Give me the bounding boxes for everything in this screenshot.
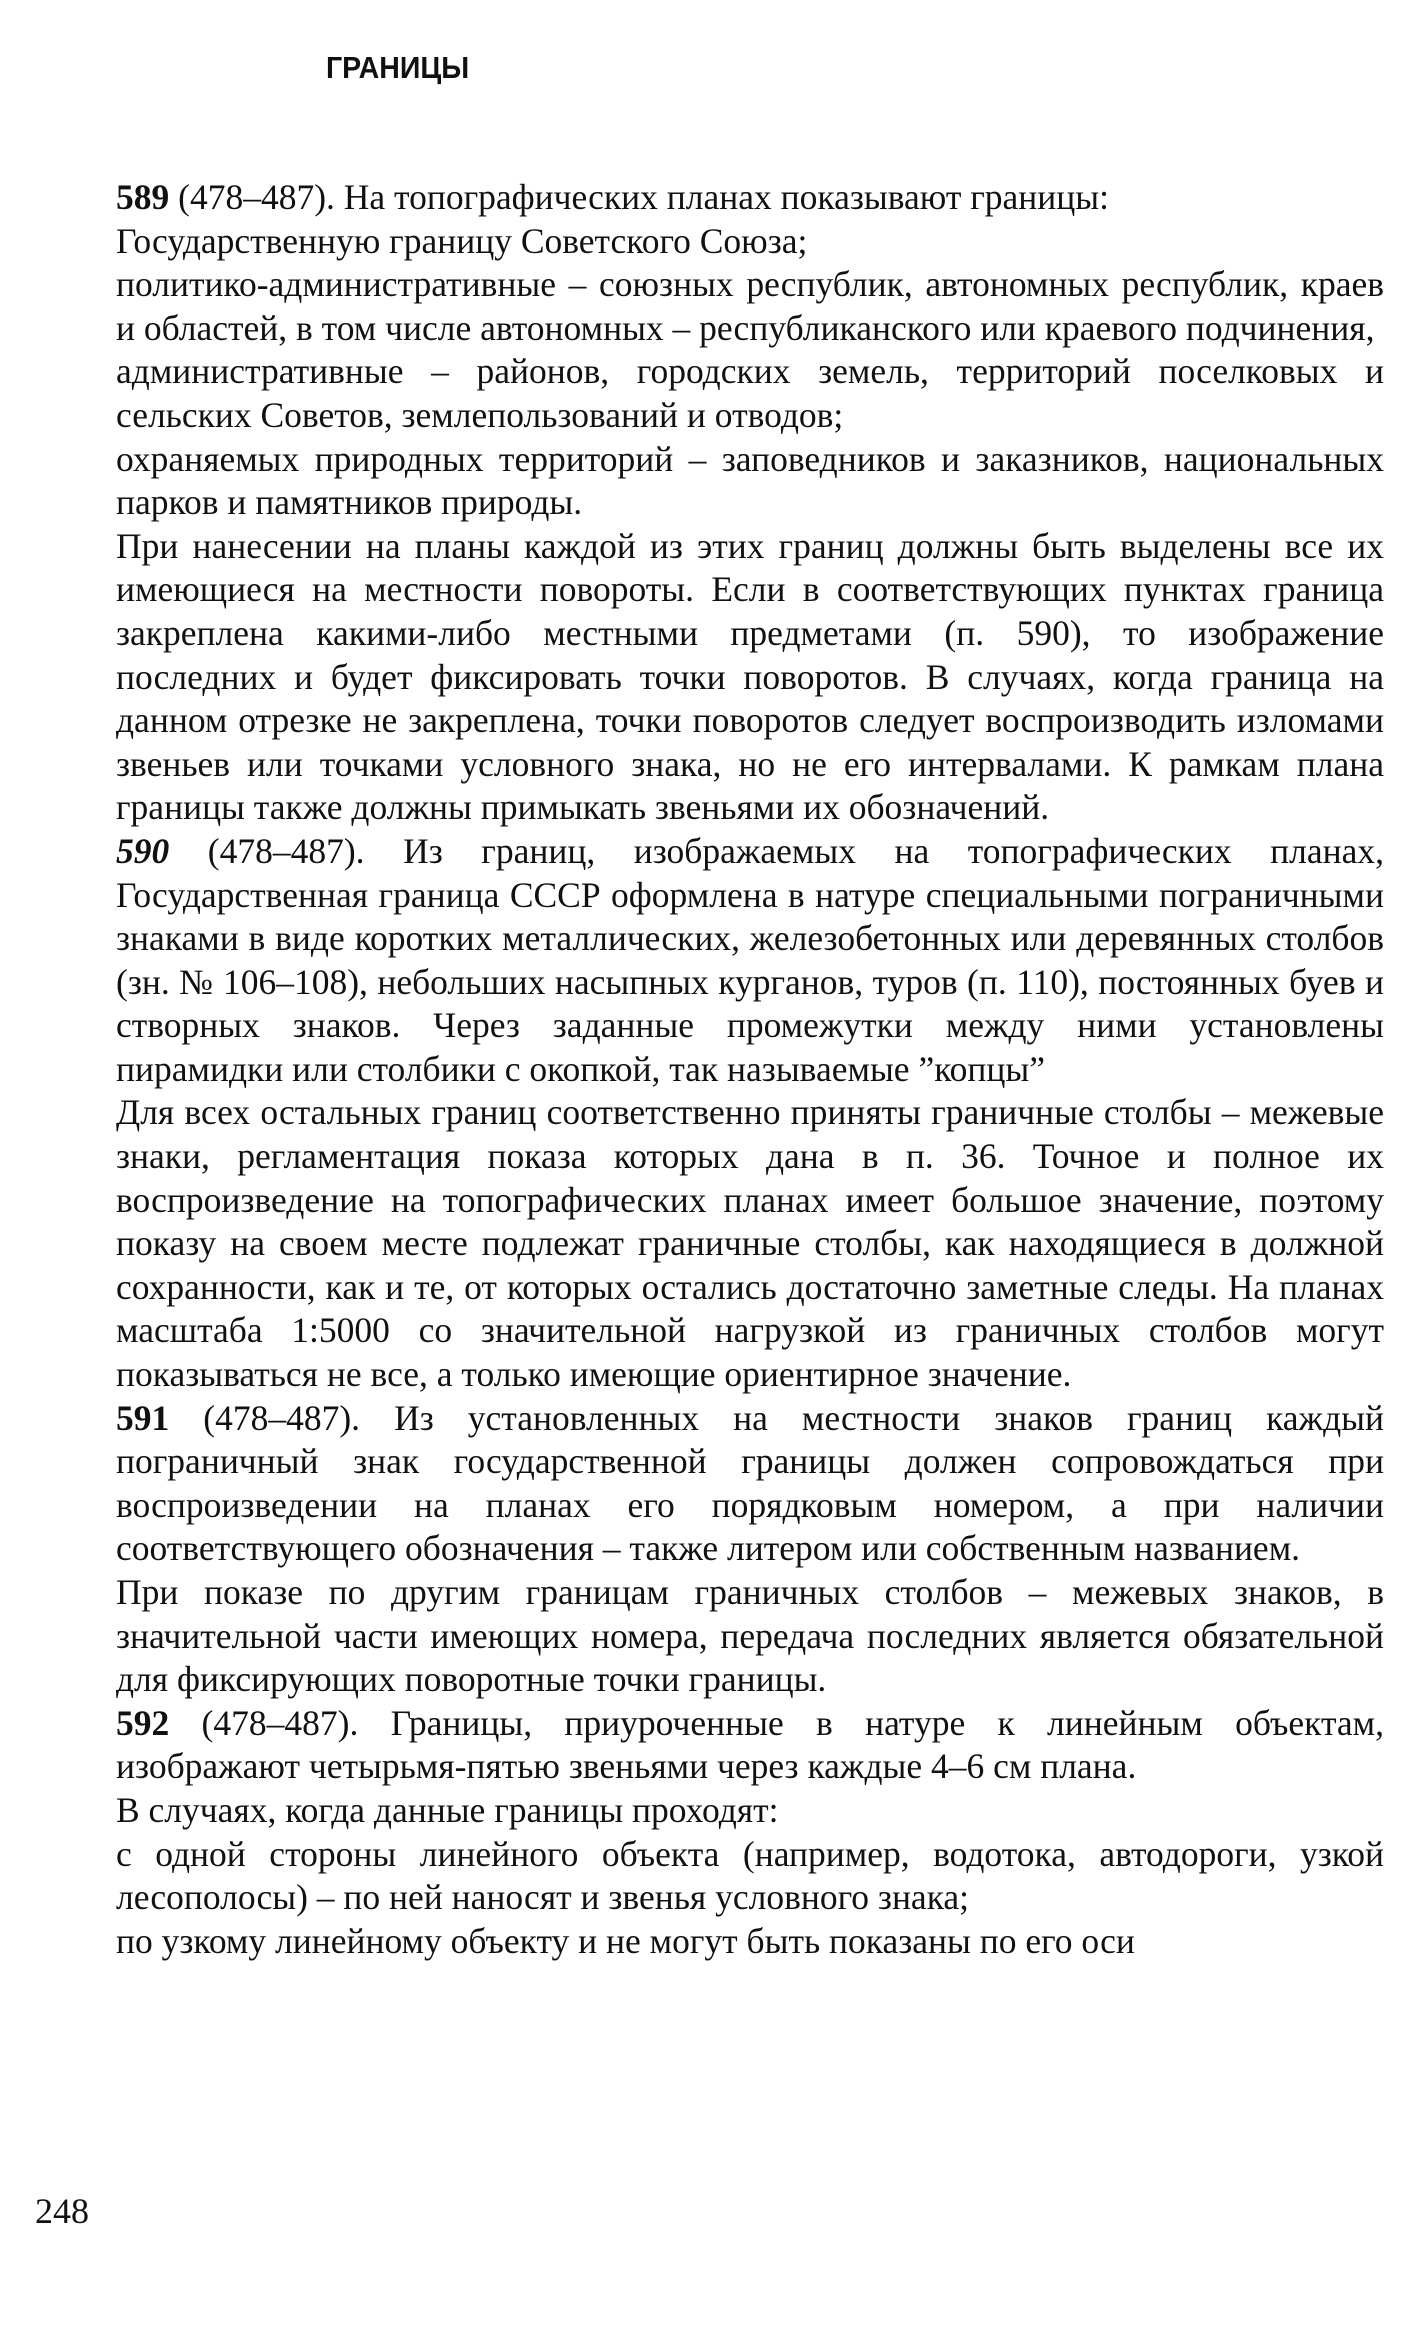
paragraph-text: Государственную границу Советского Союза; [116, 220, 808, 261]
paragraph [116, 1091, 1384, 1396]
paragraph-text: с одной стороны линейного объекта (например, водотока, автодороги, узкой лесополосы) – по ней наносят и звенья условного знака; [116, 1833, 1384, 1918]
paragraph-text: административные – районов, городских земель, территорий поселковых и сельских Советов, землепользований и отводов; [116, 351, 1384, 435]
running-header: ГРАНИЦЫ [326, 50, 470, 85]
paragraph [116, 1397, 1384, 1571]
section-number: 592 [116, 1702, 170, 1743]
paragraph-text: (478–487). Из границ, изображаемых на топографических планах, Государственная граница СССР оформлена в натуре специальными пограничными знаками в виде коротких металлических, железобетонных или деревянных столбов (зн. № 106–108), небольших насыпных курганов, туров (п. 110), постоянных буев и створных знаков. Через заданные промежутки между ними установлены пирамидки или столбики с окопкой, так называемые ”копцы” [116, 830, 1384, 1089]
paragraph [116, 1702, 1384, 1789]
paragraph-text: по узкому линейному объекту и не могут быть показаны по его оси [116, 1920, 1135, 1961]
paragraph [116, 1789, 1384, 1833]
paragraph-text: политико-административные – союзных республик, автономных республик, краев и областей, в том числе автономных – республиканского или краевого подчинения, [116, 264, 1384, 348]
paragraph-text: При нанесении на планы каждой из этих границ должны быть выделены все их имеющиеся на местности повороты. Если в соответствующих пунктах граница закреплена какими-либо местными предметами (п. 590), то изображение последних и будет фиксировать точки поворотов. В случаях, когда граница на данном отрезке не закреплена, точки поворотов следует воспроизводить изломами звеньев или точками условного знака, но не его интервалами. К рамкам плана границы также должны примыкать звеньями их обозначений. [116, 525, 1384, 828]
page-number: 248 [35, 2191, 89, 2231]
paragraph [116, 350, 1384, 437]
paragraph [116, 438, 1384, 525]
section-number: 590 [116, 830, 170, 871]
paragraph-text: В случаях, когда данные границы проходят: [116, 1789, 779, 1830]
paragraph-text: При показе по другим границам граничных столбов – межевых знаков, в значительной части имеющих номера, передача последних является обязательной для фиксирующих поворотные точки границы. [116, 1572, 1384, 1700]
paragraph-text: охраняемых природных территорий – заповедников и заказников, национальных парков и памятников природы. [116, 438, 1384, 523]
paragraph [116, 220, 1384, 264]
paragraph [116, 1833, 1384, 1920]
paragraph [116, 525, 1384, 830]
section-number: 591 [116, 1397, 170, 1438]
paragraph [116, 1571, 1384, 1702]
section-number: 589 [116, 177, 170, 217]
paragraph [116, 1920, 1384, 1964]
paragraph [116, 176, 1384, 220]
paragraph-text: (478–487). На топографических планах показывают границы: [169, 177, 1109, 217]
paragraph-text: Для всех остальных границ соответственно приняты граничные столбы – межевые знаки, регламентация показа которых дана в п. 36. Точное и полное их воспроизведение на топографических планах имеет большое значение, поэтому показу на своем месте подлежат граничные столбы, как находящиеся в должной сохранности, как и те, от которых остались достаточно заметные следы. На планах масштаба 1:5000 со значительной нагрузкой из граничных столбов могут показываться не все, а только имеющие ориентирное значение. [116, 1092, 1384, 1395]
body-text [116, 176, 1384, 1963]
paragraph [116, 830, 1384, 1092]
paragraph [116, 263, 1384, 350]
paragraph-text: (478–487). Границы, приуроченные в натуре к линейным объектам, изображают четырьмя-пятью звеньями через каждые 4–6 см плана. [116, 1702, 1384, 1787]
paragraph-text: (478–487). Из установленных на местности знаков границ каждый пограничный знак государственной границы должен сопровождаться при воспроизведении на планах его порядковым номером, а при наличии соответствующего обозначения – также литером или собственным названием. [116, 1397, 1384, 1569]
